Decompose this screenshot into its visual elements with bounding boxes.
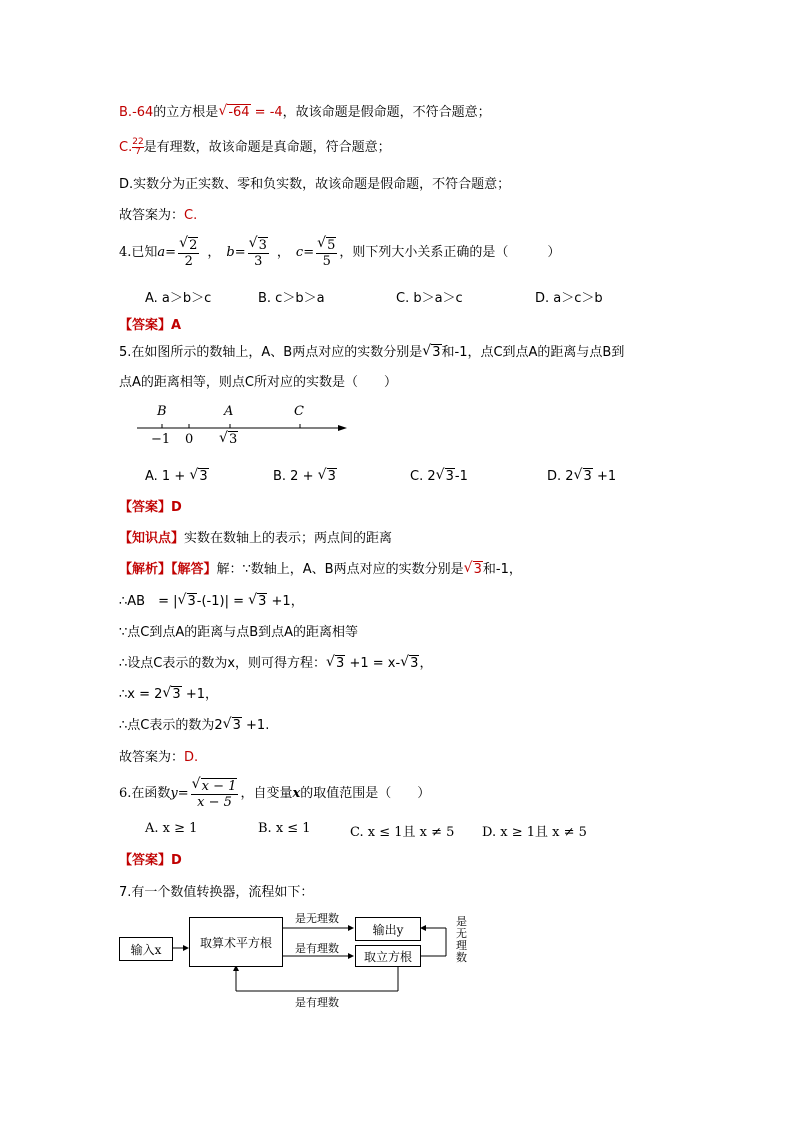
tick-label-sqrt3: √ 3	[219, 432, 238, 447]
q5-solution-line4: ∴设点C表示的数为x，则可得方程：√ 3 +1 = x-√ 3，	[119, 655, 432, 673]
label-irrational-1: 是无理数	[295, 912, 339, 925]
q5-answer: 【答案】D	[119, 500, 182, 515]
point-a-label: A	[224, 404, 234, 419]
answer-line-q3: 故答案为：C.	[119, 208, 198, 223]
input-box: 输入x	[119, 937, 173, 961]
question-5-line1: 5.在如图所示的数轴上，A、B两点对应的实数分别是√ 3和-1，点C到点A的距离与点B到	[119, 344, 624, 362]
tick-label-zero: 0	[185, 432, 194, 447]
q4-option-c: C. b＞a＞c	[396, 291, 463, 306]
q5-option-b: B. 2 + √ 3	[273, 469, 337, 484]
question-6-stem: 6.在函数 y = √ $\frac{x - 1}{x - 5}$ ，自变量 x 的取值范围是（ ）	[119, 774, 430, 814]
q6-option-d: D. x ≥ 1且 x ≠ 5	[482, 825, 587, 840]
q5-solution-line5: ∴x = 2√ 3 +1，	[119, 686, 218, 704]
q4-answer: 【答案】A	[119, 318, 182, 333]
point-b-label: B	[157, 404, 167, 419]
q5-option-c: C. 2√ 3-1	[410, 469, 468, 484]
label-rational-2: 是有理数	[295, 996, 339, 1009]
cube-root-box: 取立方根	[355, 945, 421, 967]
number-line-figure	[135, 404, 355, 452]
q6-option-b: B. x ≤ 1	[258, 821, 311, 836]
solution-line-d: D.实数分为正实数、零和负实数，故该命题是假命题，不符合题意；	[119, 177, 511, 192]
sqrt-box: 取算术平方根	[189, 917, 283, 967]
q6-option-a: A. x ≥ 1	[145, 821, 198, 836]
fraction-a: √ $\frac{2}{2}$	[178, 238, 199, 269]
q5-knowledge-point: 【知识点】实数在数轴上的表示；两点间的距离	[119, 531, 393, 546]
q5-option-a: A. 1 + √ 3	[145, 469, 209, 484]
q5-solution-line1: 【解析】【解答】解：∵数轴上，A、B两点对应的实数分别是√ 3和-1，	[119, 561, 522, 579]
question-7-stem: 7.有一个数值转换器，流程如下：	[119, 885, 314, 900]
question-4-stem: 4.已知 a = √ $\frac{2}{2}$ ， b = √ $\frac{3}{3}$ ， c = √ $\frac{5}{5}$ ，则下列大小关系正确的是（ ）	[119, 236, 560, 270]
q4-option-d: D. a＞c＞b	[535, 291, 603, 306]
fraction-b: √ $\frac{3}{3}$	[248, 238, 269, 269]
fraction: $\frac{22}{7}$	[132, 137, 144, 157]
fraction-c: √ $\frac{5}{5}$	[316, 238, 337, 269]
q5-final-answer: 故答案为：D.	[119, 750, 199, 765]
q6-answer: 【答案】D	[119, 853, 182, 868]
q5-solution-line6: ∴点C表示的数为2√ 3 +1.	[119, 717, 269, 735]
label-irrational-vertical: 是 无 理 数	[456, 915, 467, 964]
label-rational-1: 是有理数	[295, 942, 339, 955]
q4-option-b: B. c＞b＞a	[258, 291, 325, 306]
question-5-line2: 点A的距离相等，则点C所对应的实数是（ ）	[119, 375, 397, 390]
tick-label-neg1: −1	[151, 432, 171, 447]
solution-line-c: C. $\frac{22}{7}$ 是有理数，故该命题是真命题，符合题意；	[119, 137, 391, 157]
point-c-label: C	[294, 404, 304, 419]
sqrt-expression: √ -64	[218, 104, 250, 122]
q5-solution-line3: ∵点C到点A的距离与点B到点A的距离相等	[119, 625, 359, 640]
q5-option-d: D. 2√ 3 +1	[547, 469, 616, 484]
q6-option-c: C. x ≤ 1且 x ≠ 5	[350, 825, 455, 840]
function-fraction: √ $\frac{x - 1}{x - 5}$	[191, 779, 239, 810]
q4-option-a: A. a＞b＞c	[145, 291, 212, 306]
axis-arrow	[338, 425, 347, 431]
q5-solution-line2: ∴AB = |√ 3-(-1)| = √ 3 +1，	[119, 593, 304, 611]
solution-line-b: B.-64的立方根是√ -64 = -4，故该命题是假命题，不符合题意；	[119, 104, 491, 122]
output-box: 输出y	[355, 917, 421, 941]
flowchart	[119, 908, 479, 1008]
